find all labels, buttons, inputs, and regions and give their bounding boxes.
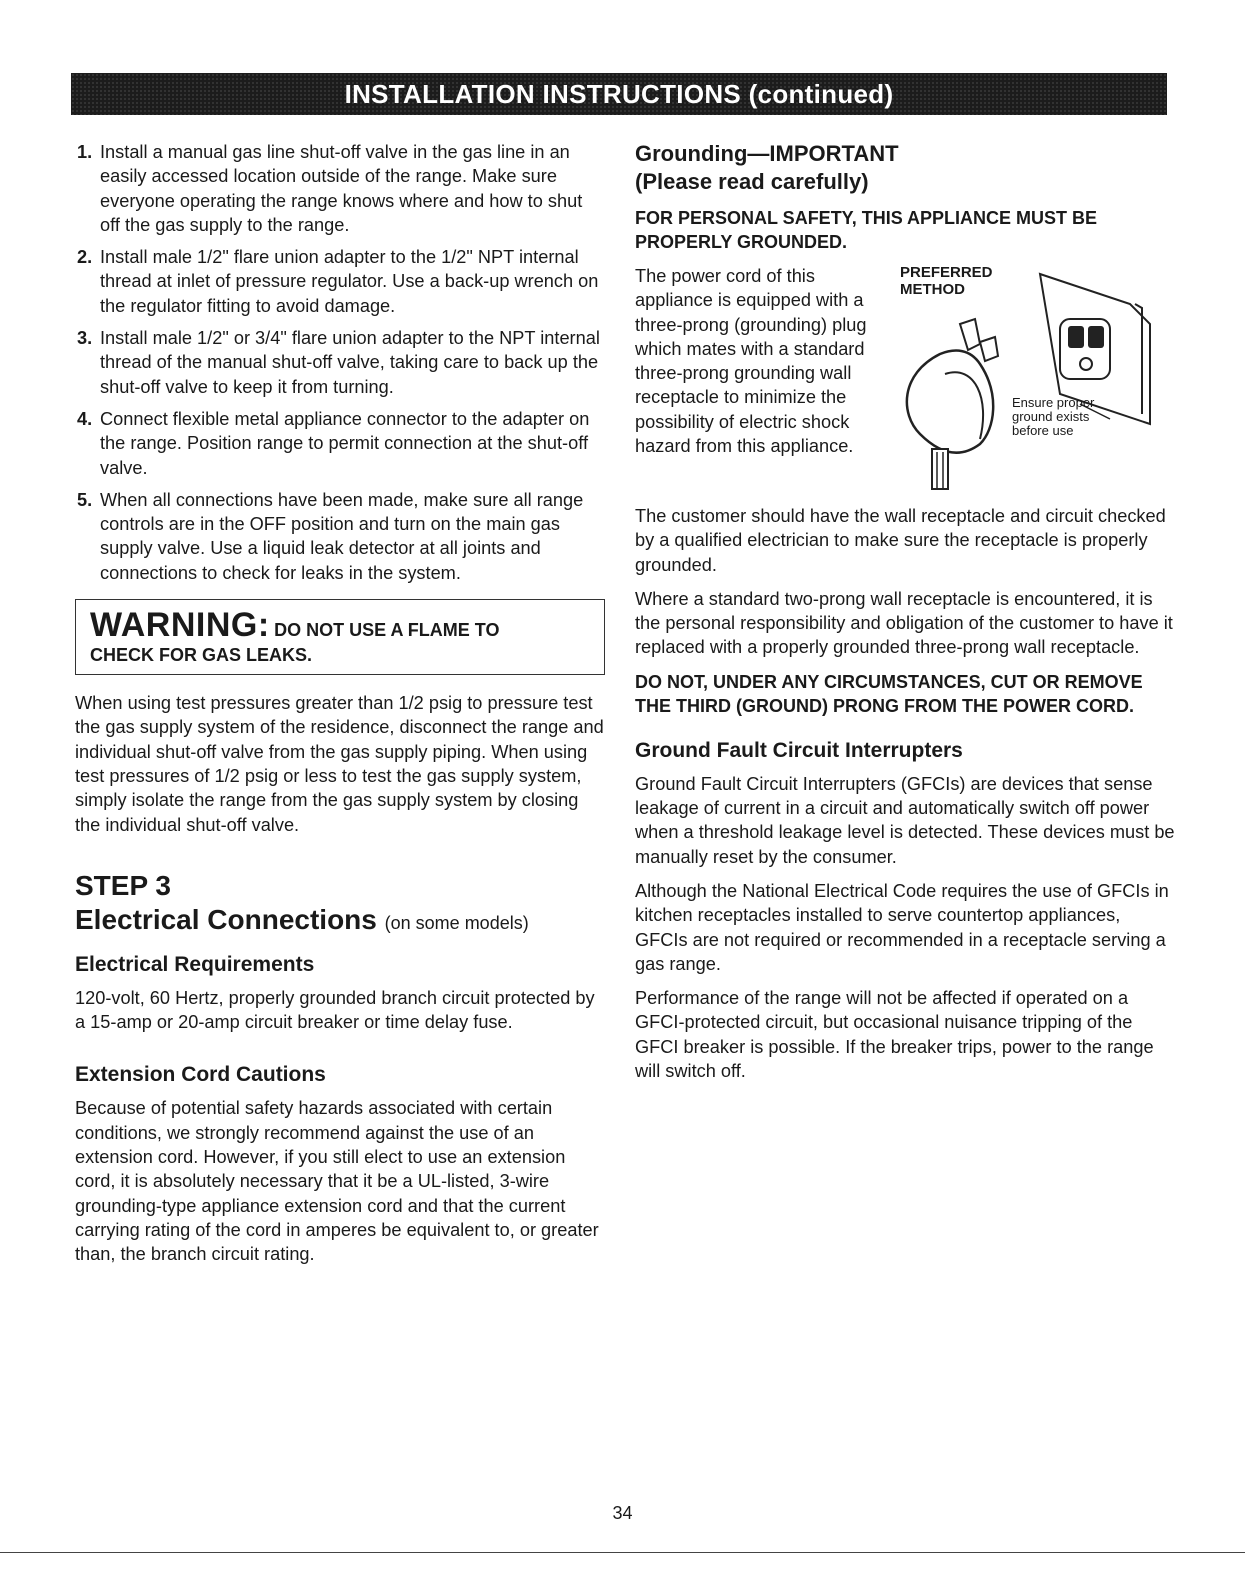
step-item bbox=[75, 140, 605, 237]
two-prong-paragraph: Where a standard two-prong wall receptacle is encountered, it is the personal responsibility and obligation of the customer to have it replaced with a properly grounded three-prong wall receptacle. bbox=[635, 588, 1173, 658]
step-text: Install a manual gas line shut-off valve in the gas line in an easily accessed location outside of the range. Make sure everyone operating the range knows where and how to shut off the gas supply to the range. bbox=[100, 142, 583, 235]
warning-box bbox=[75, 599, 605, 675]
warning-label: WARNING: bbox=[90, 606, 270, 645]
grounding-subheading: (Please read carefully) bbox=[635, 169, 869, 194]
step-number: 5. bbox=[77, 489, 93, 510]
step-item bbox=[75, 488, 605, 585]
figure-note-line2: ground exists bbox=[1012, 409, 1090, 424]
step-item bbox=[75, 326, 605, 399]
step-number: 4. bbox=[77, 408, 93, 429]
figure-note-line1: Ensure proper bbox=[1012, 395, 1095, 410]
step-number: 1. bbox=[77, 142, 93, 162]
customer-paragraph: The customer should have the wall receptacle and circuit checked by a qualified electrician to make sure the receptacle is properly grounded. bbox=[635, 506, 1166, 575]
warning-text-line1: DO NOT USE A FLAME TO bbox=[274, 620, 500, 641]
grounding-heading: Grounding—IMPORTANT bbox=[635, 141, 899, 166]
gfci-paragraph-3: Performance of the range will not be affected if operated on a GFCI-protected circuit, but occasional nuisance tripping of the GFCI breaker is possible. If the breaker trips, power to the range will switch off. bbox=[635, 988, 1154, 1082]
power-cord-text: The power cord of this appliance is equipped with a three-prong (grounding) plug which mates with a standard three-prong grounding wall receptacle to minimize the possibility of electric shock hazard from this appliance. bbox=[635, 266, 867, 457]
electrical-requirements-text: 120-volt, 60 Hertz, properly grounded branch circuit protected by a 15-amp or 20-amp circuit breaker or time delay fuse. bbox=[75, 987, 595, 1033]
step-number: 2. bbox=[77, 247, 93, 268]
step-item bbox=[75, 245, 605, 318]
electrical-requirements-heading: Electrical Requirements bbox=[75, 952, 315, 976]
step3-title-text: Electrical Connections bbox=[75, 903, 377, 935]
step-text: Connect flexible metal appliance connector to the adapter on the range. Position range to permit connection at the shut-off valve. bbox=[100, 408, 590, 478]
step3-title bbox=[75, 903, 605, 940]
extension-cord-text: Because of potential safety hazards associated with certain conditions, we strongly recommend against the use of an extension cord. However, if you still elect to use an extension cord, it is absolutely necessary that it be a UL-listed, 3-wire grounding-type appliance extension cord and that the current carrying rating of the cord in amperes be equivalent to, or greater than, the branch circuit rating. bbox=[75, 1098, 599, 1265]
step-number: 3. bbox=[77, 328, 93, 349]
figure-label: PREFERRED METHOD bbox=[900, 264, 993, 298]
grounding-block bbox=[635, 264, 1175, 494]
step-text: Install male 1/2" flare union adapter to the 1/2" NPT internal thread at inlet of pressure regulator. Use a back-up wrench on the regulator fitting to avoid damage. bbox=[100, 247, 599, 316]
step-item bbox=[75, 407, 605, 480]
bottom-rule bbox=[0, 1552, 1245, 1553]
right-column bbox=[635, 140, 1175, 1083]
grounded-plug-illustration bbox=[880, 264, 1170, 494]
gfci-paragraph-2: Although the National Electrical Code requires the use of GFCIs in kitchen receptacles installed to serve countertop appliances, GFCIs are not required or recommended in a receptacle serving a gas range. bbox=[635, 880, 1169, 974]
step3-note: (on some models) bbox=[384, 912, 529, 933]
plug-outlet-icon bbox=[880, 264, 1170, 494]
gfci-heading: Ground Fault Circuit Interrupters bbox=[635, 738, 963, 762]
do-not-cut-notice: DO NOT, UNDER ANY CIRCUMSTANCES, CUT OR REMOVE THE THIRD (GROUND) PRONG FROM THE POWER CORD. bbox=[635, 671, 1143, 716]
step-text: When all connections have been made, make sure all range controls are in the OFF position and turn on the main gas supply valve. Use a liquid leak detector at all joints and connections to check for leaks in the system. bbox=[100, 489, 584, 583]
page-number: 34 bbox=[612, 1503, 633, 1523]
section-banner bbox=[71, 73, 1167, 115]
test-pressure-paragraph: When using test pressures greater than 1/2 psig to pressure test the gas supply system of the residence, disconnect the range and individual shut-off valve from the gas supply piping. When using test pressures of 1/2 psig or less to test the gas supply system, simply isolate the range from the gas supply system by closing the individual shut-off valve. bbox=[75, 693, 604, 835]
figure-note-line3: before use bbox=[1012, 423, 1074, 438]
install-steps bbox=[75, 140, 605, 585]
step-text: Install male 1/2" or 3/4" flare union adapter to the NPT internal thread of the manual shut-off valve, taking care to back up the shut-off valve to keep it from turning. bbox=[100, 328, 600, 397]
extension-cord-heading: Extension Cord Cautions bbox=[75, 1063, 326, 1087]
warning-text-line2: CHECK FOR GAS LEAKS. bbox=[90, 645, 313, 666]
safety-notice: FOR PERSONAL SAFETY, THIS APPLIANCE MUST BE PROPERLY GROUNDED. bbox=[635, 208, 1098, 252]
step3-label: STEP 3 bbox=[75, 869, 171, 901]
section-title: INSTALLATION INSTRUCTIONS (continued) bbox=[344, 78, 894, 109]
left-column bbox=[75, 140, 605, 1267]
gfci-paragraph-1: Ground Fault Circuit Interrupters (GFCIs) are devices that sense leakage of current in a circuit and automatically switch off power when a threshold leakage level is detected. These devices must be manually reset by the consumer. bbox=[635, 773, 1175, 867]
